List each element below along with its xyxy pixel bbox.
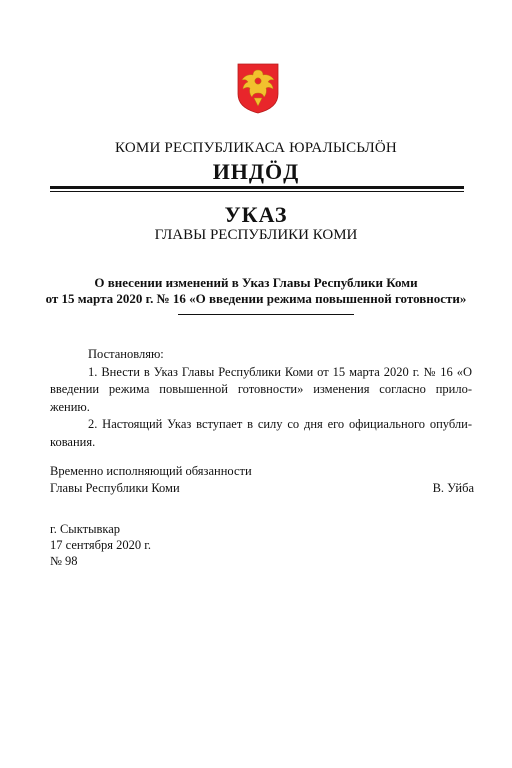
signature-position: Временно исполняющий обязанности [50,464,252,478]
signatory-name: В. Уйба [432,481,474,495]
body-item-line: кования. [50,434,96,449]
title-underline [178,314,354,315]
header-republic-name: КОМИ РЕСПУБЛИКАСА ЮРАЛЫСЬЛÖН [115,140,397,156]
document-title-line: О внесении изменений в Указ Главы Республики Коми [94,275,418,290]
footer-city: г. Сыктывкар [50,522,121,536]
document-title-line: от 15 марта 2020 г. № 16 «О введении режима повышенной готовности» [45,291,467,306]
signature-position: Главы Республики Коми [50,481,180,495]
header-decree-word: ИНДÖД [212,159,300,184]
body-item-line: 2. Настоящий Указ вступает в силу со дня его официального опубли- [88,417,472,431]
header-divider-thin [50,191,464,192]
body-intro: Постановляю: [88,347,164,361]
signature-block [50,463,474,497]
footer-number: № 98 [50,554,78,568]
body-item-line: 1. Внести в Указ Главы Республики Коми от 15 марта 2020 г. № 16 «О [88,364,472,379]
coat-of-arms-icon [236,62,280,114]
footer-date: 17 сентября 2020 г. [50,538,152,552]
document-issuer: ГЛАВЫ РЕСПУБЛИКИ КОМИ [154,227,358,243]
document-body [50,346,472,451]
signature-row [50,480,474,497]
document-type: УКАЗ [224,202,288,227]
header-divider-thick [50,186,464,189]
document-footer [50,521,350,569]
body-item-line: жению. [50,399,90,414]
document-title [40,275,472,307]
body-item-line: введении режима повышенной готовности» изменения согласно прило- [50,382,472,396]
